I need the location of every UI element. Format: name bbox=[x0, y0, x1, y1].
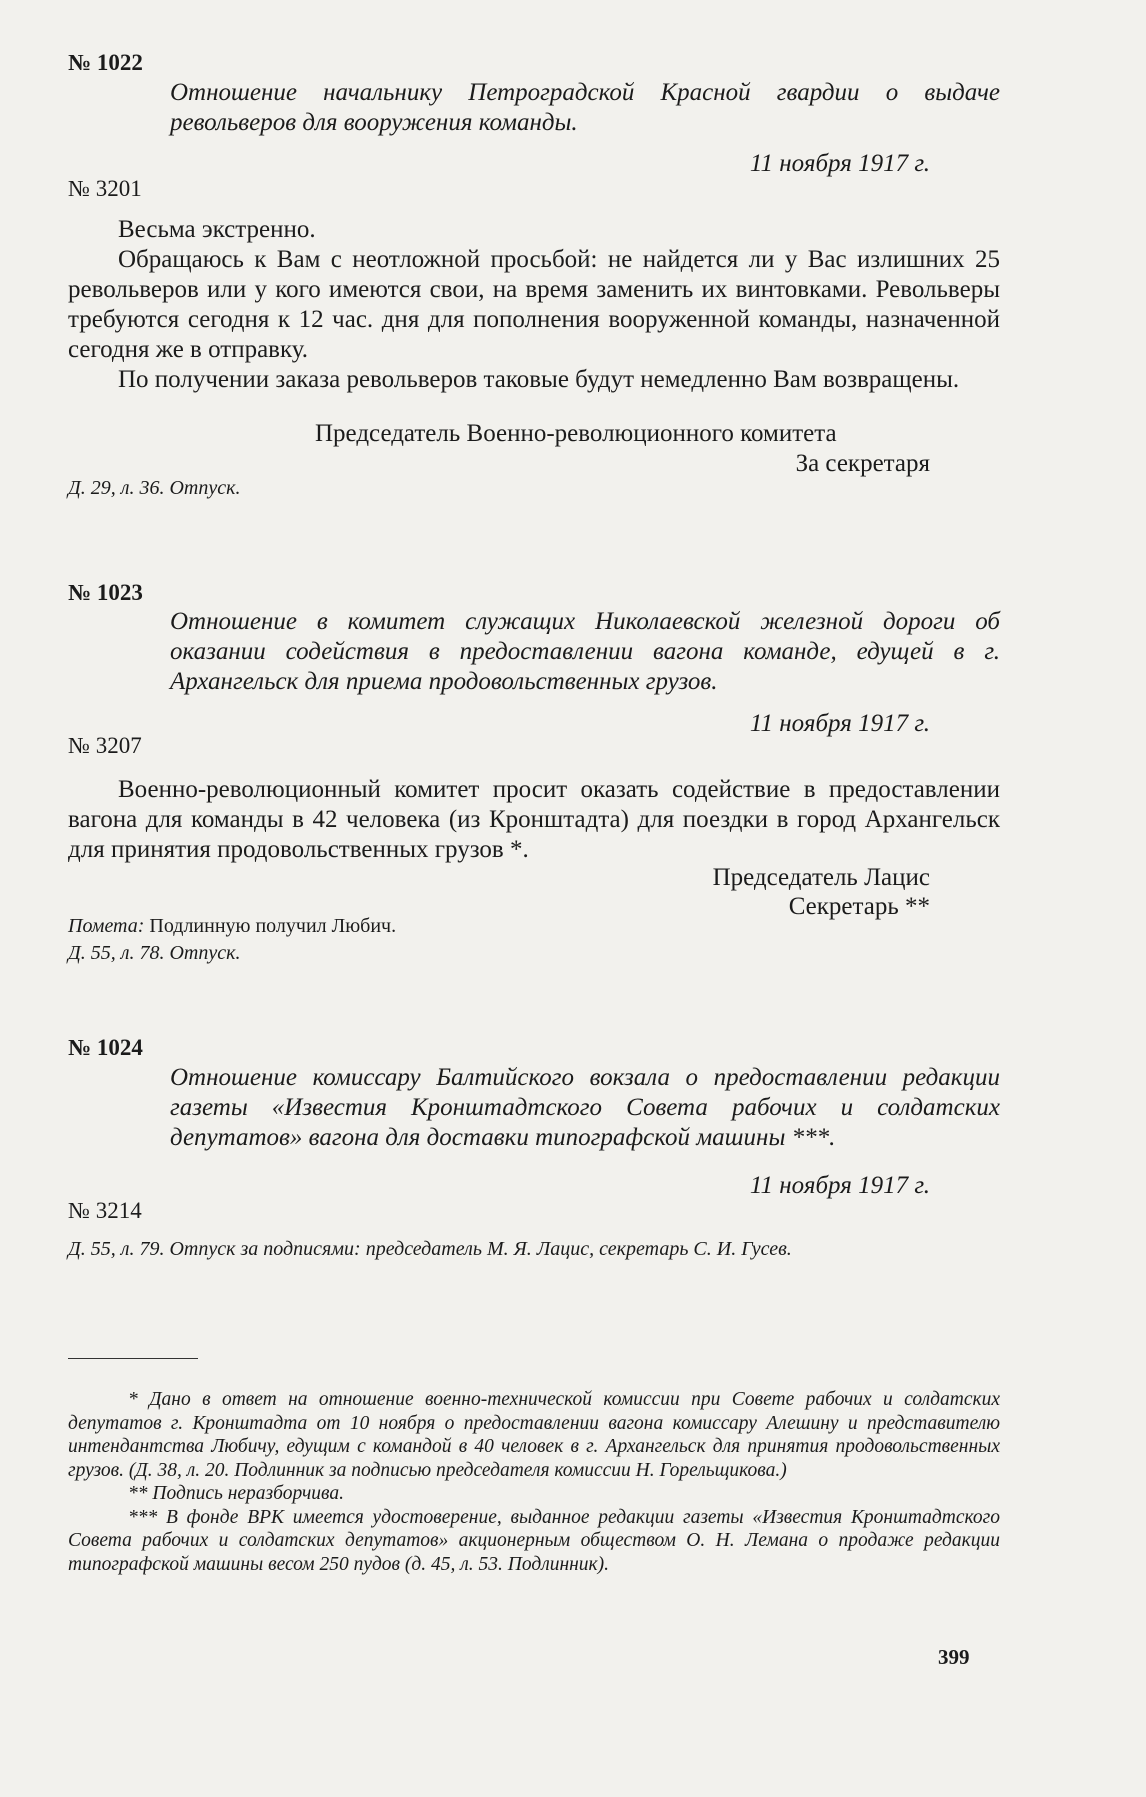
paragraph: Обращаюсь к Вам с неотложной просьбой: не найдется ли у Вас излишних 25 револьверов или у кого имеются свои, на время заменить их винтовками. Револьверы требуются сегодня к 12 час. дня для пополнения вооруженной команды, назначенной сегодня же в отправку. bbox=[68, 246, 1000, 363]
document-heading: Отношение комиссару Балтийского вокзала о предоставлении редакции газеты «Известия Кронштадтского Совета рабочих и солдатских депутатов» вагона для доставки типографской машины ***. bbox=[170, 1064, 1000, 1151]
document-note bbox=[68, 915, 396, 938]
document-number: № 1024 bbox=[68, 1035, 143, 1060]
registration-number: № 3214 bbox=[68, 1198, 142, 1223]
document-number: № 1022 bbox=[68, 50, 143, 75]
paragraph: Весьма экстренно. bbox=[118, 216, 316, 243]
footnote: ** Подпись неразборчива. bbox=[128, 1483, 344, 1504]
document-date: 11 ноября 1917 г. bbox=[749, 710, 930, 737]
document-date: 11 ноября 1917 г. bbox=[749, 150, 930, 177]
paragraph: По получении заказа револьверов таковые будут немедленно Вам возвращены. bbox=[118, 366, 960, 393]
signature-chairman: Председатель Лацис bbox=[712, 864, 930, 891]
signature-chairman: Председатель Военно-революционного комитета bbox=[315, 420, 837, 447]
signature-secretary: Секретарь ** bbox=[788, 893, 930, 920]
note-label: Помета: bbox=[68, 915, 145, 937]
registration-number: № 3207 bbox=[68, 733, 142, 758]
signature-secretary: За секретаря bbox=[795, 450, 930, 477]
document-body bbox=[68, 215, 1000, 395]
document-heading: Отношение начальнику Петроградской Красной гвардии о выдаче револьверов для вооружения команды. bbox=[170, 79, 1000, 136]
note-text: Подлинную получил Любич. bbox=[149, 915, 397, 937]
footnote: * Дано в ответ на отношение военно-технической комиссии при Совете рабочих и солдатских депутатов г. Кронштадта от 10 ноября о предоставлении вагона комиссару Алешину и представителю интендантства Любичу, едущим с командой в 40 человек в г. Архангельск для принятия продовольственных грузов. (Д. 38, л. 20. Подлинник за подписью председателя комиссии Н. Горельщикова.) bbox=[68, 1389, 1000, 1481]
document-body bbox=[68, 775, 1000, 865]
document-heading: Отношение в комитет служащих Николаевской железной дороги об оказании содействия в предоставлении вагона команде, едущей в г. Архангельск для приема продовольственных грузов. bbox=[170, 608, 1000, 695]
archive-reference: Д. 55, л. 79. Отпуск за подписями: председатель М. Я. Лацис, секретарь С. И. Гусев. bbox=[68, 1238, 792, 1260]
registration-number: № 3201 bbox=[68, 176, 142, 201]
archive-reference: Д. 29, л. 36. Отпуск. bbox=[68, 477, 241, 499]
paragraph: Военно-революционный комитет просит оказать содействие в предоставлении вагона для команды в 42 человека (из Кронштадта) для поездки в город Архангельск для принятия продовольственных грузов *. bbox=[68, 776, 1000, 863]
footnote-divider bbox=[68, 1358, 198, 1359]
page-number: 399 bbox=[938, 1645, 970, 1669]
footnotes bbox=[68, 1388, 1000, 1576]
document-number: № 1023 bbox=[68, 580, 143, 605]
document-date: 11 ноября 1917 г. bbox=[749, 1172, 930, 1199]
archive-reference: Д. 55, л. 78. Отпуск. bbox=[68, 942, 241, 964]
footnote: *** В фонде ВРК имеется удостоверение, выданное редакции газеты «Известия Кронштадтского Совета рабочих и солдатских депутатов» акционерным обществом О. Н. Лемана о продаже редакции типографской машины весом 250 пудов (д. 45, л. 53. Подлинник). bbox=[68, 1506, 1000, 1575]
